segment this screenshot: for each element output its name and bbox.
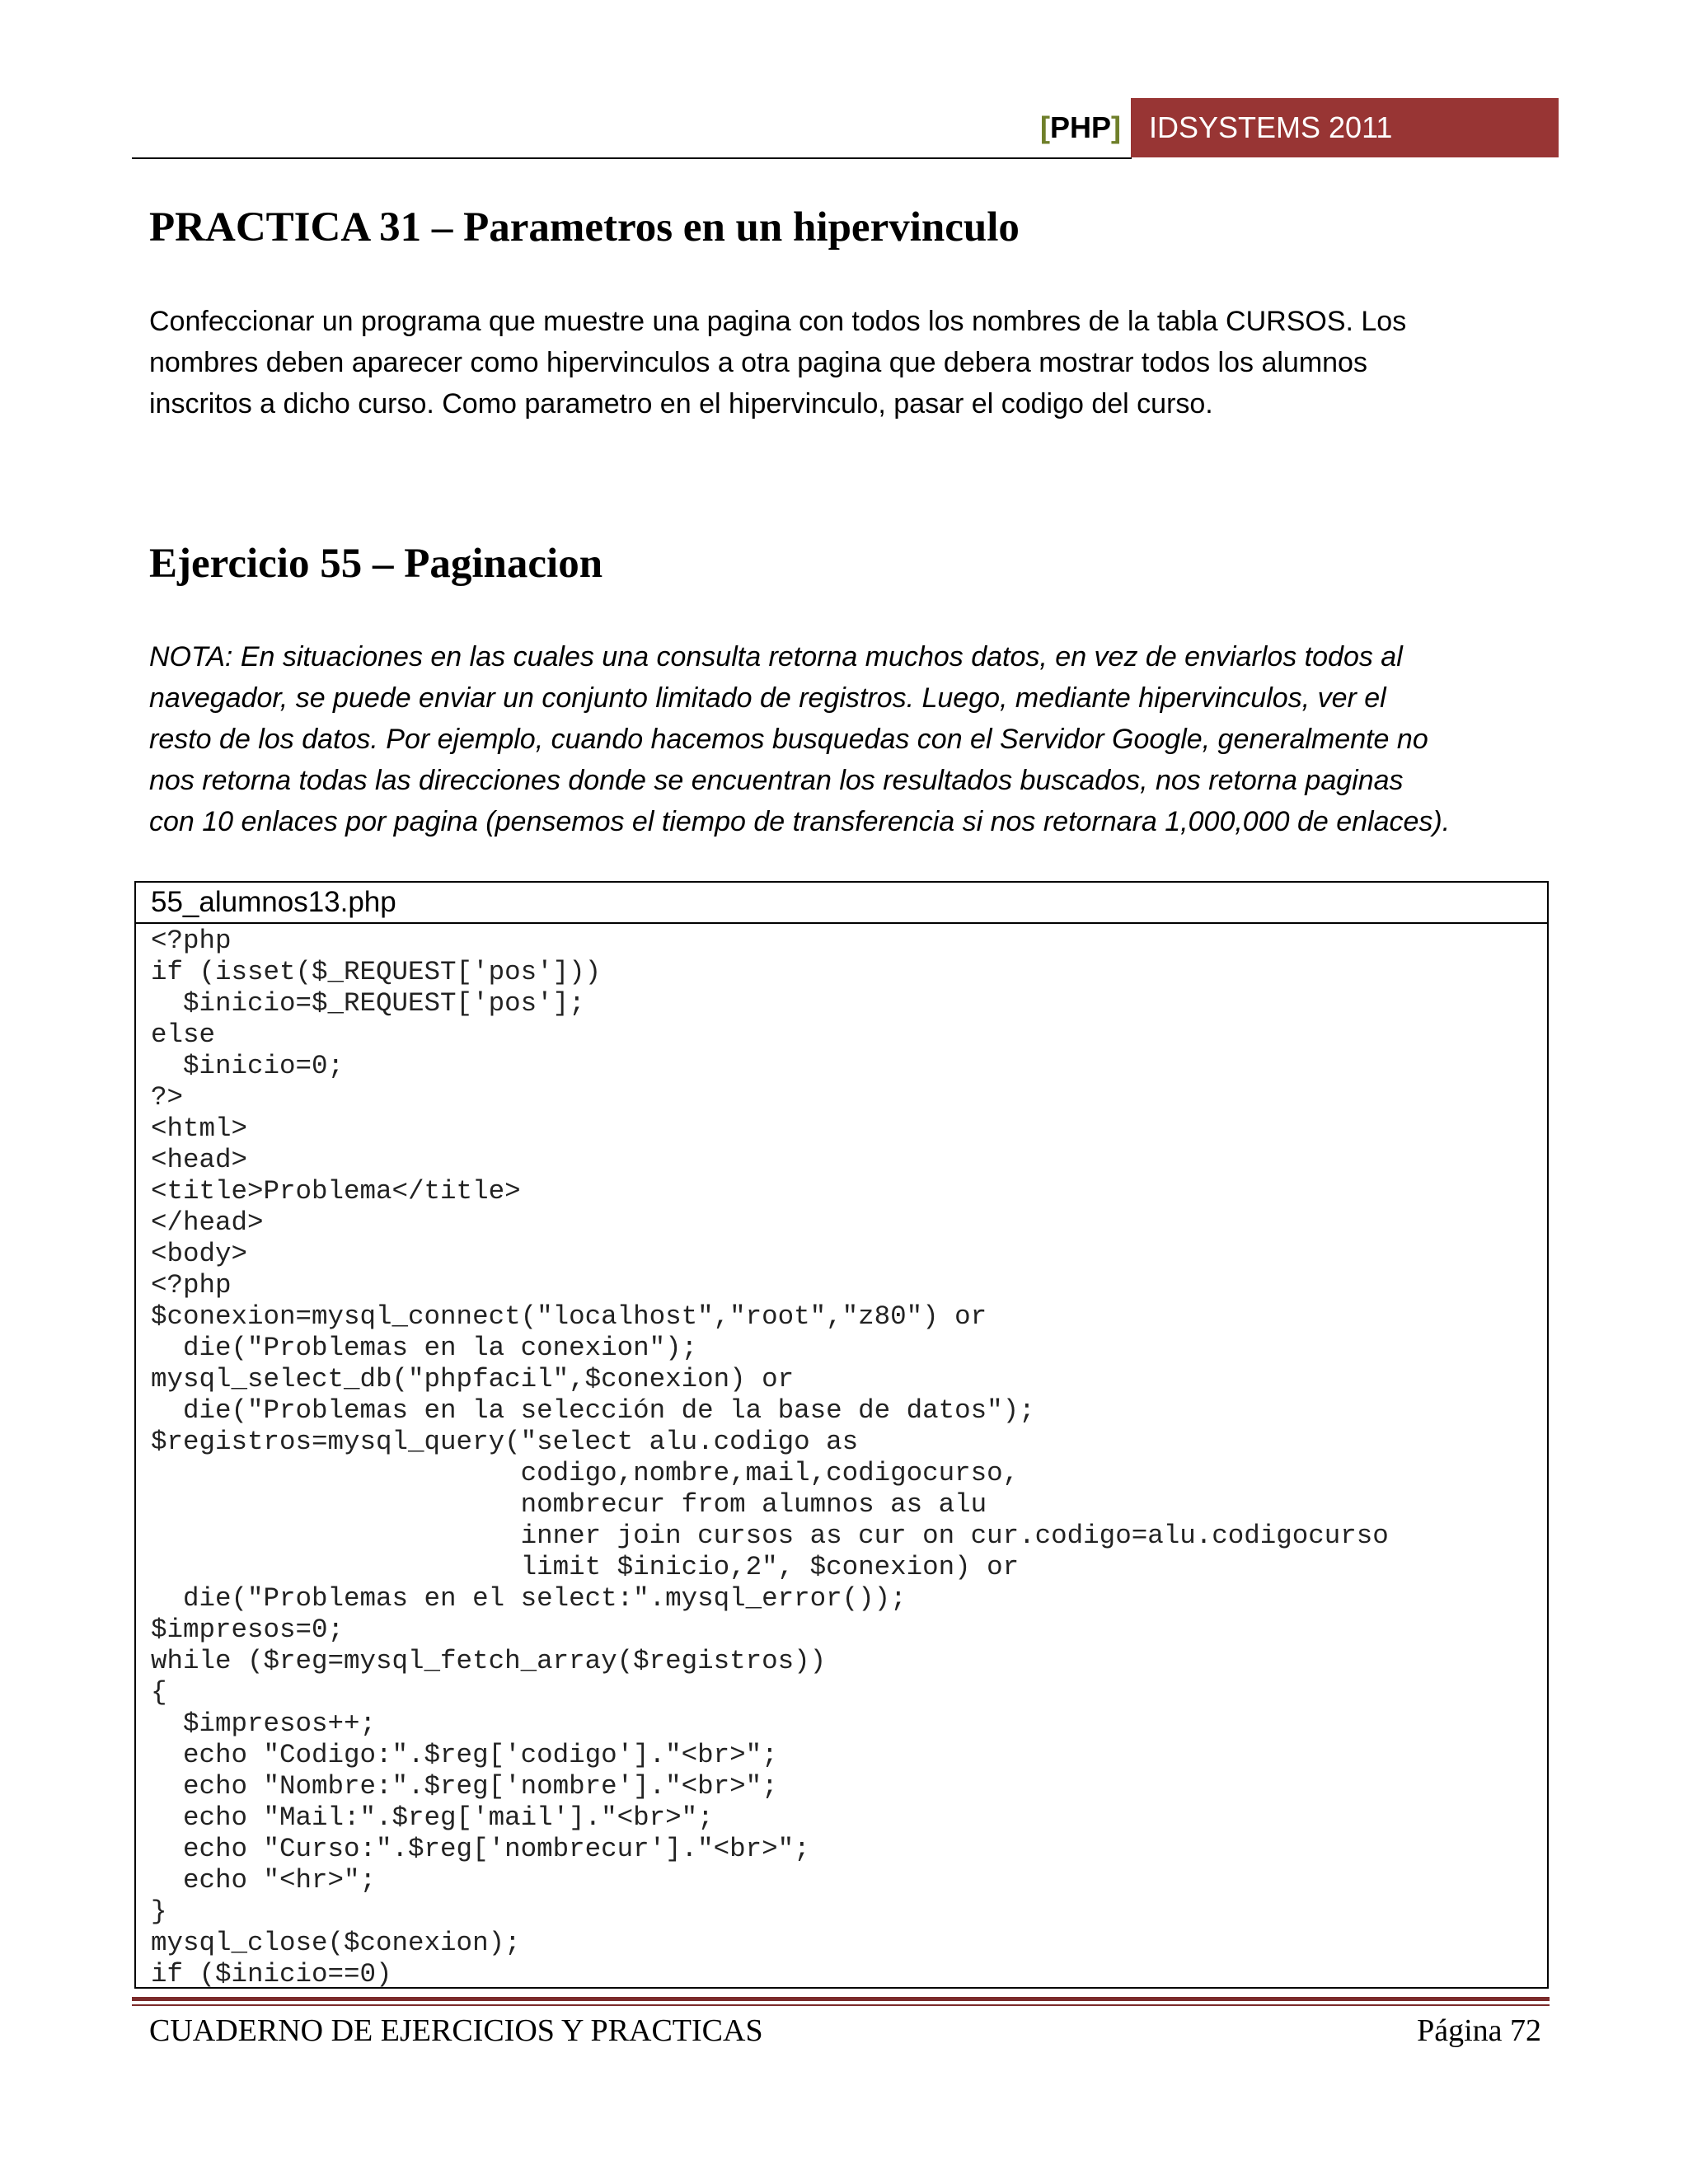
- note-line: nos retorna todas las direcciones donde se encuentran los resultados buscados, nos retorna paginas: [149, 765, 1404, 796]
- header-rule: [132, 157, 1132, 159]
- code-line: else: [151, 1019, 216, 1050]
- code-line: die("Problemas en la selección de la base de datos");: [151, 1395, 1035, 1426]
- code-line: echo "Mail:".$reg['mail']."<br>";: [151, 1802, 714, 1833]
- code-line: <html>: [151, 1113, 248, 1144]
- code-line: echo "Curso:".$reg['nombrecur']."<br>";: [151, 1834, 810, 1864]
- code-line: $registros=mysql_query("select alu.codigo as: [151, 1427, 859, 1457]
- code-line: limit $inicio,2", $conexion) or: [151, 1552, 1020, 1582]
- footer-title: CUADERNO DE EJERCICIOS Y PRACTICAS: [149, 2013, 763, 2048]
- code-line: if ($inicio==0): [151, 1959, 392, 1990]
- code-line: <body>: [151, 1239, 248, 1269]
- code-line: inner join cursos as cur on cur.codigo=alu.codigocurso: [151, 1521, 1389, 1551]
- code-line: die("Problemas en el select:".mysql_error());: [151, 1583, 907, 1614]
- practica-title: PRACTICA 31 – Parametros en un hipervinculo: [149, 204, 1020, 251]
- code-line: nombrecur from alumnos as alu: [151, 1489, 987, 1520]
- code-line: mysql_select_db("phpfacil",$conexion) or: [151, 1364, 795, 1394]
- code-line: if (isset($_REQUEST['pos'])): [151, 957, 602, 987]
- code-listing: [134, 881, 1549, 1989]
- header-box-text: IDSYSTEMS 2011: [1149, 110, 1393, 144]
- footer-page-number: Página 72: [1417, 2013, 1541, 2048]
- code-line: ?>: [151, 1082, 184, 1113]
- code-line: echo "<hr>";: [151, 1865, 377, 1896]
- ejercicio-title: Ejercicio 55 – Paginacion: [149, 541, 603, 587]
- header-box: [1131, 98, 1559, 157]
- code-line: <?php: [151, 926, 232, 956]
- code-body: [136, 924, 1547, 1990]
- header-tag: [1040, 110, 1121, 146]
- code-line: while ($reg=mysql_fetch_array($registros)): [151, 1646, 827, 1676]
- code-line: <?php: [151, 1270, 232, 1301]
- code-line: {: [151, 1677, 167, 1708]
- code-line: codigo,nombre,mail,codigocurso,: [151, 1458, 1020, 1488]
- note-line: resto de los datos. Por ejemplo, cuando hacemos busquedas con el Servidor Google, generalmente no: [149, 724, 1428, 755]
- code-line: $conexion=mysql_connect("localhost","root","z80") or: [151, 1301, 987, 1332]
- code-filename: 55_alumnos13.php: [136, 883, 1547, 924]
- note-line: navegador, se puede enviar un conjunto limitado de registros. Luego, mediante hipervinculos, ver el: [149, 682, 1386, 714]
- note-line: con 10 enlaces por pagina (pensemos el tiempo de transferencia si nos retornara 1,000,000 de enlaces).: [149, 806, 1451, 837]
- practica-line: nombres deben aparecer como hipervinculos a otra pagina que debera mostrar todos los alumnos: [149, 347, 1367, 378]
- code-line: <head>: [151, 1145, 248, 1175]
- code-line: </head>: [151, 1207, 264, 1238]
- header-tag-text: PHP: [1049, 110, 1111, 144]
- practica-description: [149, 301, 1550, 424]
- code-line: $impresos=0;: [151, 1615, 345, 1645]
- practica-line: inscritos a dicho curso. Como parametro en el hipervinculo, pasar el codigo del curso.: [149, 388, 1213, 419]
- code-line: $inicio=0;: [151, 1051, 345, 1081]
- code-line: echo "Codigo:".$reg['codigo']."<br>";: [151, 1740, 778, 1770]
- footer-rule-thin: [132, 2004, 1550, 2006]
- code-line: $inicio=$_REQUEST['pos'];: [151, 988, 585, 1019]
- note-line: NOTA: En situaciones en las cuales una consulta retorna muchos datos, en vez de enviarlos todos al: [149, 641, 1403, 673]
- header-bracket-open: [: [1039, 110, 1050, 144]
- code-line: }: [151, 1896, 167, 1927]
- footer-rule-thick: [132, 1997, 1550, 2001]
- code-line: echo "Nombre:".$reg['nombre']."<br>";: [151, 1771, 778, 1802]
- code-line: mysql_close($conexion);: [151, 1928, 521, 1958]
- ejercicio-note: [149, 636, 1550, 842]
- code-line: die("Problemas en la conexion");: [151, 1333, 698, 1363]
- header-bracket-close: ]: [1111, 110, 1121, 144]
- practica-line: Confeccionar un programa que muestre una pagina con todos los nombres de la tabla CURSOS. Los: [149, 306, 1407, 337]
- code-line: $impresos++;: [151, 1708, 377, 1739]
- code-line: <title>Problema</title>: [151, 1176, 521, 1207]
